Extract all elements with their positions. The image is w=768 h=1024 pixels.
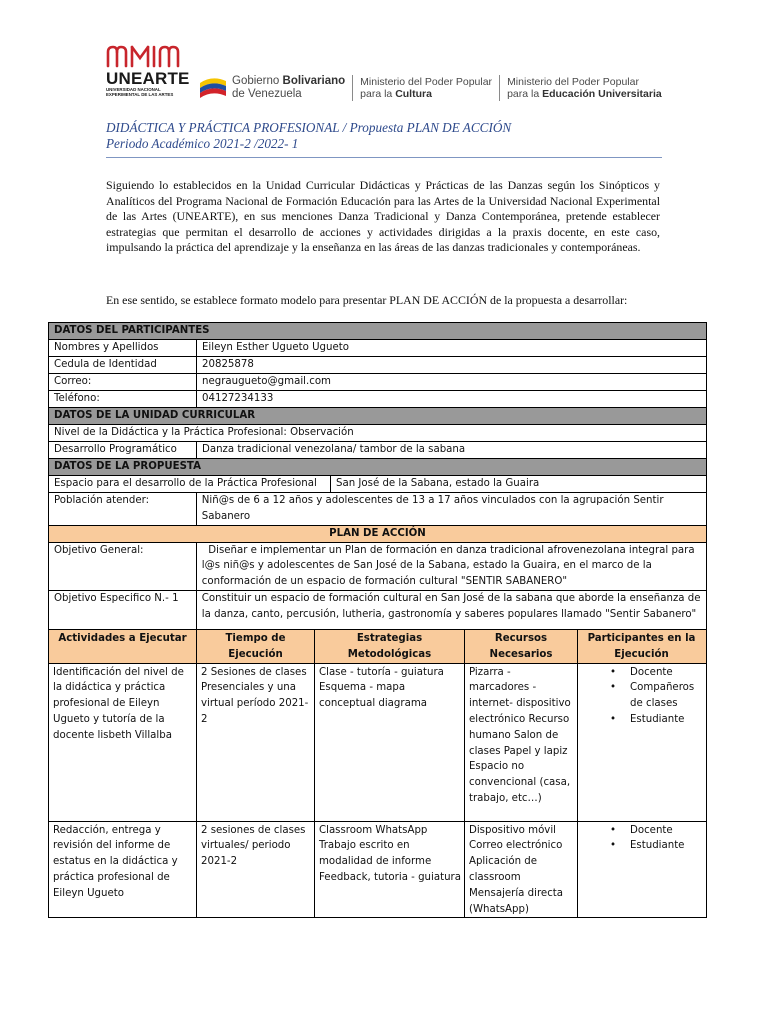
table-row — [49, 339, 706, 356]
tiempo-cell: 2 sesiones de clases virtuales/ periodo 2021-2 — [196, 822, 314, 917]
venezuela-flag-icon — [198, 75, 228, 101]
unearte-subtitle-2: EXPERIMENTAL DE LAS ARTES — [106, 92, 174, 97]
correo-value: negraugueto@gmail.com — [196, 374, 336, 390]
objetivo-general-value: Diseñar e implementar un Plan de formación en danza tradicional afrovenezolana integral para l@s niñ@s y adolescentes de San José de la Sabana, estado la Guaira, en el marco de la conformación de un espacio de formación cultural "SENTIR SABANERO" — [196, 543, 706, 590]
table-row — [49, 441, 706, 458]
section-header-propuesta: DATOS DE LA PROPUESTA — [49, 459, 706, 475]
plan-accion-header: PLAN DE ACCIÓN — [329, 527, 426, 539]
table-row — [49, 356, 706, 373]
objetivo-especifico-value: Constituir un espacio de formación cultural en San José de la sabana que aborde la enseñanza de la danza, canto, percusión, lutheria, gastronomía y saberes populares llamado "Sentir Sabanero" — [196, 591, 706, 629]
section-header-unidad: DATOS DE LA UNIDAD CURRICULAR — [49, 408, 706, 424]
table-row — [49, 590, 706, 629]
table-row — [49, 542, 706, 590]
espacio-value: San José de la Sabana, estado la Guaira — [330, 476, 544, 492]
field-label: Desarrollo Programático — [54, 444, 177, 455]
field-label: Teléfono: — [54, 393, 100, 404]
letterhead — [106, 44, 706, 106]
participantes-cell — [577, 822, 705, 917]
unearte-wordmark: UNEARTE — [106, 69, 190, 88]
unearte-subtitle-1: UNIVERSIDAD NACIONAL — [106, 87, 161, 92]
unearte-logo — [106, 44, 188, 97]
list-item: • Docente — [582, 823, 702, 839]
format-paragraph: En ese sentido, se establece formato modelo para presentar PLAN DE ACCIÓN de la propuesta a desarrollar: — [106, 293, 628, 307]
column-header: Recursos Necesarios — [464, 630, 577, 663]
document-title — [106, 120, 662, 152]
logo-divider — [499, 75, 500, 101]
actividad-cell: Identificación del nivel de la didáctica y práctica profesional de Eileyn Ugueto y tutoría de la docente lisbeth Villalba — [53, 666, 184, 741]
nivel-value: Nivel de la Didáctica y la Práctica Profesional: Observación — [54, 427, 354, 438]
poblacion-value: Niñ@s de 6 a 12 años y adolescentes de 13 a 17 años vinculados con la agrupación Sentir Sabanero — [196, 493, 706, 525]
section-header-participante: DATOS DEL PARTICIPANTES — [49, 323, 706, 339]
field-label: Cedula de Identidad — [54, 359, 157, 370]
logo-divider — [352, 75, 353, 101]
recursos-cell: Dispositivo móvil Correo electrónico Aplicación de classroom Mensajería directa (WhatsApp) — [464, 822, 577, 917]
table-row — [49, 390, 706, 407]
field-label: Nombres y Apellidos — [54, 342, 159, 353]
list-item: • Estudiante — [582, 712, 702, 728]
table-row — [49, 475, 706, 492]
activities-header-row — [49, 629, 706, 663]
actividad-cell: Redacción, entrega y revisión del informe de estatus en la didáctica y práctica profesional de Eileyn Ugueto — [53, 824, 178, 899]
table-row — [49, 373, 706, 390]
field-label: Correo: — [54, 376, 92, 387]
tiempo-cell: 2 Sesiones de clases Presenciales y una virtual período 2021-2 — [196, 664, 314, 821]
nombres-value: Eileyn Esther Ugueto Ugueto — [196, 340, 354, 356]
telefono-value: 04127234133 — [196, 391, 278, 407]
field-label: Espacio para el desarrollo de la Práctica Profesional — [54, 478, 317, 489]
list-item: • Docente — [582, 665, 702, 681]
field-label: Objetivo Especifico N.- 1 — [54, 592, 179, 604]
table-row — [49, 663, 706, 821]
recursos-cell: Pizarra - marcadores - internet- dispositivo electrónico Recurso humano Salon de clases Papel y lapiz Espacio no convencional (casa, trabajo, etc…) — [464, 664, 577, 821]
title-line-1: DIDÁCTICA Y PRÁCTICA PROFESIONAL / Propuesta PLAN DE ACCIÓN — [106, 120, 512, 135]
table-row — [49, 492, 706, 525]
intro-paragraph: Siguiendo lo establecidos en la Unidad Curricular Didácticas y Prácticas de las Danzas según los Sinópticos y Analíticos del Programa Nacional de Formación Educación para las Artes de la Universidad Nacional Experimental de las Artes (UNEARTE), en sus menciones Danza Tradicional y Danza Contemporánea, pretende establecer estrategias que permitan el desarrollo de acciones y actividades dirigidas a la praxis docente, en este caso, impulsando la práctica del aprendizaje y la enseñanza en las áreas de las danzas tradicionales y contemporáneas. — [106, 178, 660, 255]
list-item: • Compañeros de clases — [582, 680, 702, 712]
column-header: Actividades a Ejecutar — [58, 632, 187, 644]
participantes-cell — [577, 664, 705, 821]
ministerio-cultura-label: Ministerio del Poder Popular para la Cultura — [360, 76, 493, 100]
plan-form-table — [48, 322, 707, 918]
field-label: Población atender: — [54, 495, 150, 506]
desarrollo-value: Danza tradicional venezolana/ tambor de la sabana — [196, 442, 470, 458]
field-label: Objetivo General: — [54, 544, 144, 556]
column-header: Participantes en la Ejecución — [577, 630, 705, 663]
unearte-mark-icon — [106, 44, 182, 68]
estrategias-cell: Classroom WhatsApp Trabajo escrito en modalidad de informe Feedback, tutoria - guiatura — [314, 822, 464, 917]
table-row — [49, 424, 706, 441]
table-row — [49, 821, 706, 917]
list-item: • Estudiante — [582, 838, 702, 854]
estrategias-cell: Clase - tutoría - guiatura Esquema - mapa conceptual diagrama — [314, 664, 464, 821]
gobierno-bolivariano-label: Gobierno Bolivariano de Venezuela — [232, 75, 346, 100]
column-header: Tiempo de Ejecución — [196, 630, 314, 663]
title-divider — [106, 157, 662, 158]
title-line-2: Periodo Académico 2021-2 /2022- 1 — [106, 136, 299, 151]
government-logos — [198, 72, 662, 104]
column-header: Estrategias Metodológicas — [314, 630, 464, 663]
cedula-value: 20825878 — [196, 357, 259, 373]
ministerio-educacion-label: Ministerio del Poder Popular para la Educación Universitaria — [507, 76, 662, 100]
